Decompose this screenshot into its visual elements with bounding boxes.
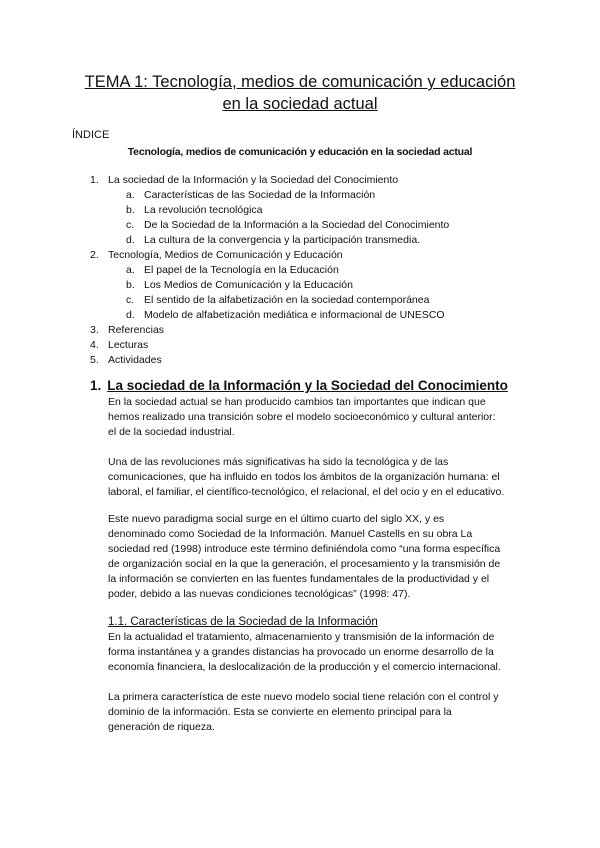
toc-subitem-letter: c. [126,294,135,306]
toc-subitem-label: Modelo de alfabetización mediática e informacional de UNESCO [144,309,445,321]
toc-subitem-letter: c. [126,219,135,231]
text-line: economía financiera, la deslocalización de la producción y el comercio internacional. [108,661,501,673]
text-line: poder, debido a las nuevas condiciones tecnológicas” (1998: 47). [108,588,411,600]
toc-item-number: 5. [90,354,99,366]
text-line: dominio de la información. Esta se convierte en elemento principal para la [108,706,452,718]
section-title: La sociedad de la Información y la Sociedad del Conocimiento [107,378,508,393]
toc-subitem-label: El papel de la Tecnología en la Educación [144,264,339,276]
text-line: En la sociedad actual se han producido cambios tan importantes que indican que [108,396,486,408]
toc-item-number: 2. [90,249,99,261]
toc-subitem-letter: d. [126,309,135,321]
toc-subitem-label: El sentido de la alfabetización en la sociedad contemporánea [144,294,430,306]
paragraph [108,690,524,735]
toc-subitem-letter: d. [126,234,135,246]
toc-subitem-label: La cultura de la convergencia y la participación transmedia. [144,234,421,246]
toc-subitem-letter: b. [126,204,135,216]
text-line: La primera característica de este nuevo modelo social tiene relación con el control y [108,691,499,703]
toc-subitem-label: Los Medios de Comunicación y la Educación [144,279,353,291]
toc-item-label: Lecturas [108,339,149,351]
text-line: Una de las revoluciones más significativas ha sido la tecnológica y de las [108,456,449,468]
text-line: laboral, el familiar, el científico-tecnológico, el relacional, el del ocio y en el educativo. [108,486,505,498]
text-line: generación de riqueza. [108,721,215,733]
section-heading [90,378,508,393]
text-line: de organización social en la que la generación, el procesamiento y la transmisión de [108,558,501,570]
toc-item-number: 1. [90,174,99,186]
text-line: el de la sociedad industrial. [108,426,235,438]
text-line: forma instantánea y a grandes distancias ha provocado un enorme desarrollo de la [108,646,494,658]
text-line: hemos realizado una transición sobre el modelo socioeconómico y cultural anterior: [108,411,496,423]
toc-item-label: Referencias [108,324,165,336]
toc-subitem-label: Características de las Sociedad de la Información [144,189,376,201]
index-subtitle: Tecnología, medios de comunicación y educación en la sociedad actual [127,146,473,158]
toc-subitem-letter: a. [126,264,135,276]
title-line-1: TEMA 1: Tecnología, medios de comunicación y educación [84,73,516,91]
toc-item-number: 3. [90,324,99,336]
toc-subitem-letter: a. [126,189,135,201]
toc-subitem-label: La revolución tecnológica [144,204,263,216]
title-line-2: en la sociedad actual [222,95,378,113]
toc-item-label: Actividades [108,354,162,366]
text-line: sociedad red (1998) introduce este término definiéndola como “una forma específica [108,543,501,555]
text-line: En la actualidad el tratamiento, almacenamiento y transmisión de la información de [108,631,495,643]
paragraph [108,395,524,440]
text-line: denominado como Sociedad de la Información. Manuel Castells en su obra La [108,528,473,540]
toc-subitem-letter: b. [126,279,135,291]
toc-subitem-label: De la Sociedad de la Información a la Sociedad del Conocimiento [144,219,450,231]
paragraph [108,630,524,675]
text-line: Este nuevo paradigma social surge en el último cuarto del siglo XX, y es [108,513,445,525]
toc-item-label: Tecnología, Medios de Comunicación y Educación [108,249,343,261]
paragraph [108,455,524,500]
text-line: la información se convierten en las fuentes fundamentales de la productividad y el [108,573,490,585]
index-label: ÍNDICE [72,129,110,141]
subsection-heading: 1.1. Características de la Sociedad de la Información [108,616,378,628]
toc-item-label: La sociedad de la Información y la Sociedad del Conocimiento [108,174,399,186]
document-title [40,71,560,115]
text-line: comunicaciones, que ha influido en todos los ámbitos de la organización humana: el [108,471,500,483]
toc-item-number: 4. [90,339,99,351]
section-number: 1. [90,378,102,393]
paragraph [108,512,524,602]
